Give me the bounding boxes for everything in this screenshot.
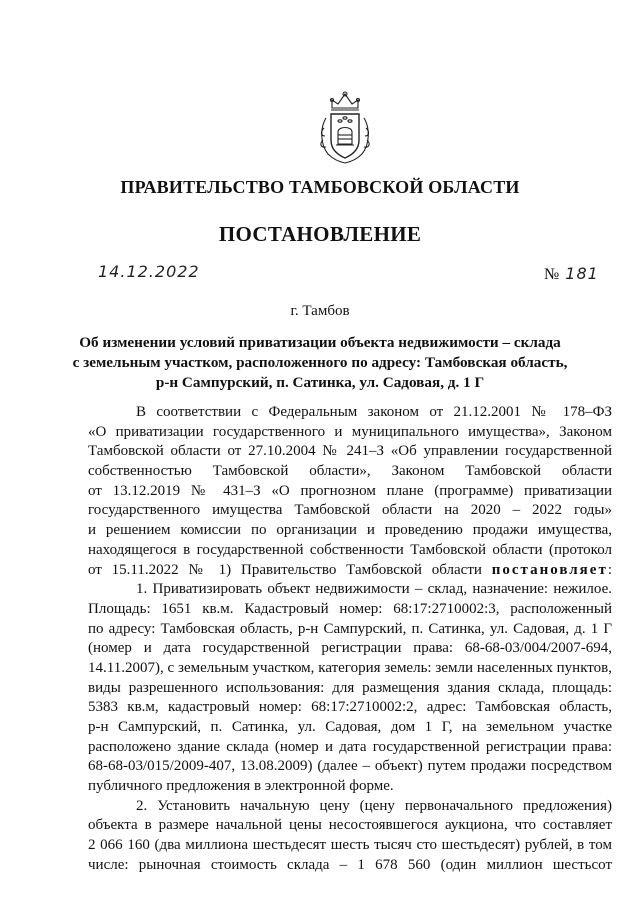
body-line: расположено здание склада (номер и дата государственной регистрации права:: [88, 738, 612, 755]
body-line: по адресу: Тамбовская область, р-н Сампурский, п. Сатинка, ул. Садовая, д. 1 Г: [88, 620, 612, 637]
body-line: числе: рыночная стоимость склада – 1 678 560 (один миллион шестьсот: [88, 856, 612, 873]
city-line: г. Тамбов: [290, 303, 350, 319]
body-line: собственностью Тамбовской области», Законом Тамбовской области: [88, 463, 612, 480]
number-value: 181: [565, 264, 599, 283]
body-line: от 13.12.2019 № 431–З «О прогнозном плане (программе) приватизации: [88, 482, 612, 499]
body-line: виды разрешенного использования: для размещения здания склада, площадь:: [88, 679, 612, 696]
subject-line: р-н Сампурский, п. Сатинка, ул. Садовая, д. 1 Г: [155, 374, 485, 391]
resolves-suffix: :: [607, 561, 612, 578]
paragraph-1-line: 1. Приватизировать объект недвижимости – склад, назначение: нежилое.: [136, 581, 612, 598]
document-body: [88, 403, 612, 876]
body-line: и решением комиссии по организации и проведению продажи имущества,: [88, 522, 612, 539]
body-line: Тамбовской области от 27.10.2004 № 241–З «Об управлении государственной: [88, 443, 612, 460]
document-number: [544, 264, 599, 284]
body-line: Площадь: 1651 кв.м. Кадастровый номер: 68:17:2710002:3, расположенный: [88, 600, 612, 617]
coat-of-arms-emblem: [318, 88, 372, 166]
body-line: 5383 кв.м, кадастровый номер: 68:17:2710002:2, адрес: Тамбовская область,: [88, 699, 612, 716]
body-line-resolves: [88, 561, 612, 581]
number-sign: №: [544, 266, 560, 283]
subject-line: с земельным участком, расположенного по адресу: Тамбовская область,: [72, 354, 568, 371]
body-line: 68-68-03/015/2009-407, 13.08.2009) (далее – объект) путем продажи посредством: [88, 758, 612, 775]
body-line-text: от 15.11.2022 № 1) Правительство Тамбовской области: [88, 561, 482, 578]
subject-heading: [40, 333, 600, 393]
body-line: государственного имущества Тамбовской области на 2020 – 2022 годы»: [88, 502, 612, 519]
resolves-word: постановляет: [491, 561, 608, 578]
body-line: находящегося в государственной собственности Тамбовской области (протокол: [88, 541, 612, 558]
body-line: В соответствии с Федеральным законом от 21.12.2001 № 178–ФЗ: [136, 404, 612, 420]
body-line: р-н Сампурский, п. Сатинка, ул. Садовая, дом 1 Г, на земельном участке: [88, 719, 612, 735]
government-title: ПРАВИТЕЛЬСТВО ТАМБОВСКОЙ ОБЛАСТИ: [120, 177, 520, 197]
paragraph-2-line: 2. Установить начальную цену (цену первоначального предложения): [136, 797, 612, 814]
body-line: 14.11.2007), с земельным участком, категория земель: земли населенных пунктов,: [88, 659, 612, 676]
document-type-title: ПОСТАНОВЛЕНИЕ: [218, 222, 422, 246]
subject-line: Об изменении условий приватизации объекта недвижимости – склада: [79, 334, 561, 351]
document-date: 14.12.2022: [98, 262, 200, 281]
body-line: объекта в размере начальной цены несостоявшегося аукциона, что составляет: [88, 817, 612, 834]
body-line: публичного предложения в электронной форме.: [88, 778, 394, 795]
body-line: (номер и дата государственной регистрации права: 68-68-03/004/2007-694,: [88, 640, 612, 657]
body-line: «О приватизации государственного и муниципального имущества», Законом: [88, 423, 612, 440]
body-line: 2 066 160 (два миллиона шестьдесят шесть тысяч сто шестьдесят) рублей, в том: [88, 837, 612, 854]
